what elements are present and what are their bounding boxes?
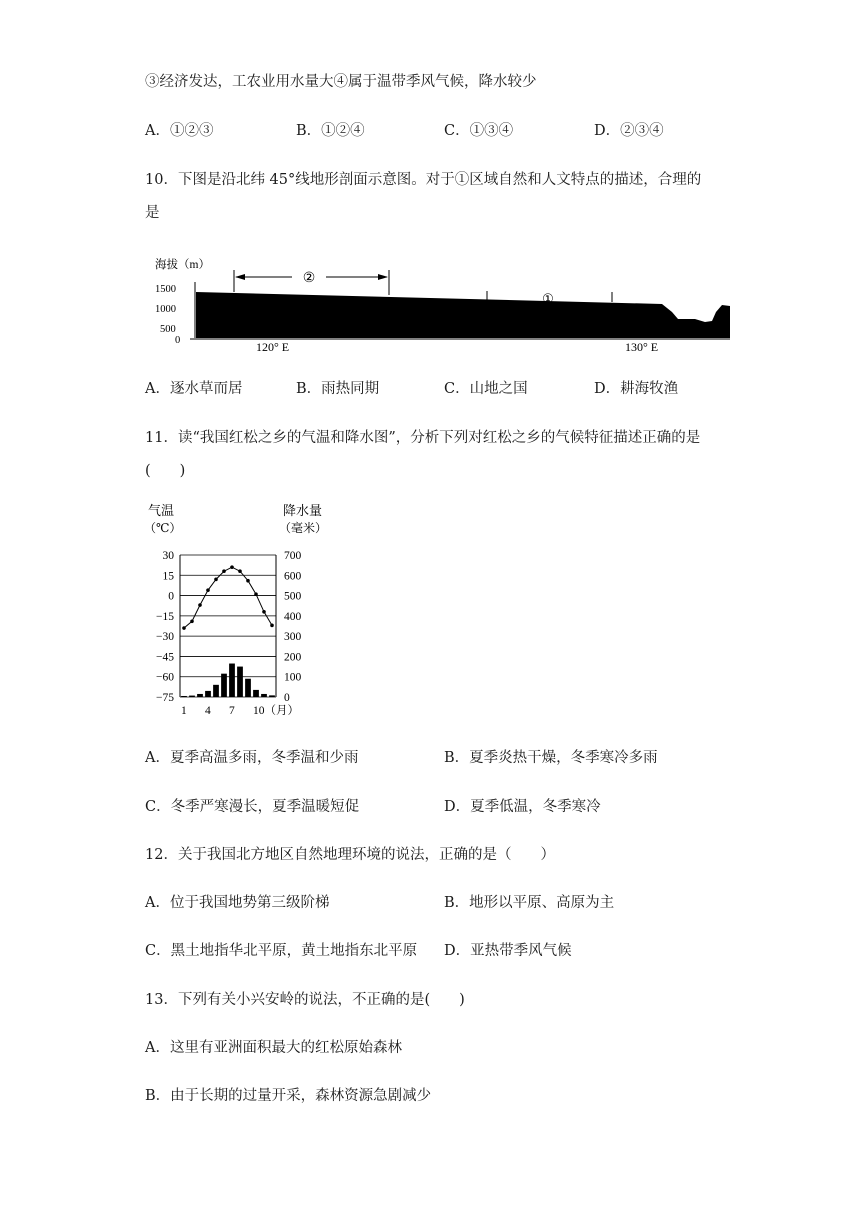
temperature-point — [182, 626, 186, 630]
precip-tick-label: 200 — [284, 651, 302, 664]
q11-option-a: A．夏季高温多雨，冬季温和少雨 — [145, 750, 359, 766]
q13-option-a: A．这里有亚洲面积最大的红松原始森林 — [145, 1040, 402, 1056]
climate-chart — [140, 500, 340, 722]
precip-bar — [237, 667, 243, 697]
temp-tick-label: 0 — [168, 590, 174, 603]
q9-option-a: A．①②③ — [145, 123, 214, 139]
temperature-point — [270, 624, 274, 628]
precip-bar — [197, 694, 203, 697]
q13-stem: 13．下列有关小兴安岭的说法，不正确的是( ) — [145, 992, 465, 1008]
precip-bar — [261, 694, 267, 697]
profile-ytick-500: 500 — [160, 324, 176, 335]
precip-tick-label: 700 — [284, 550, 302, 562]
precip-tick-label: 400 — [284, 610, 302, 623]
temperature-point — [262, 610, 266, 614]
right-axis-title-2: （毫米） — [279, 521, 328, 535]
q9-statement-tail: ③经济发达，工农业用水量大④属于温带季风气候，降水较少 — [145, 74, 537, 90]
temperature-point — [190, 619, 194, 623]
temp-tick-label: 15 — [162, 570, 174, 583]
precip-tick-label: 0 — [284, 692, 290, 704]
precip-bar — [269, 695, 275, 697]
left-axis-title-2: （℃） — [144, 521, 182, 535]
q12-option-d: D．亚热带季风气候 — [444, 943, 572, 959]
temperature-point — [198, 603, 202, 607]
arrowhead-right — [378, 274, 388, 280]
temperature-point — [246, 579, 250, 583]
q10-option-c: C．山地之国 — [444, 381, 528, 397]
temp-tick-label: −15 — [156, 610, 174, 623]
q10-option-b: B．雨热同期 — [296, 381, 380, 397]
profile-ylabel: 海拔（m） — [155, 259, 210, 271]
terrain-profile — [150, 252, 730, 357]
q10-option-d: D．耕海牧渔 — [594, 381, 679, 397]
precip-bar — [229, 664, 235, 697]
region1-label: ① — [542, 291, 554, 306]
temp-tick-label: −75 — [156, 692, 174, 704]
q10-stem-line1: 10．下图是沿北纬 45°线地形剖面示意图。对于①区域自然和人文特点的描述，合理的 — [145, 172, 702, 188]
q9-option-c: C．①③④ — [444, 123, 514, 139]
q10-option-a: A．逐水草而居 — [145, 381, 243, 397]
q11-option-b: B．夏季炎热干燥，冬季寒冷多雨 — [444, 750, 658, 766]
month-tick-label: 7 — [229, 705, 235, 717]
temperature-line — [184, 567, 272, 628]
temp-tick-label: 30 — [162, 550, 174, 562]
temperature-point — [254, 592, 258, 596]
right-axis-title-1: 降水量 — [283, 503, 323, 518]
precip-bar — [181, 696, 187, 697]
profile-ytick-1000: 1000 — [155, 304, 176, 315]
precip-tick-label: 300 — [284, 631, 302, 644]
region2-label: ② — [302, 271, 316, 286]
precip-bar — [213, 685, 219, 697]
precip-bar — [189, 696, 195, 697]
month-tick-label: 4 — [205, 705, 211, 717]
q11-stem-line2: ( ) — [145, 463, 186, 479]
temperature-point — [214, 578, 218, 582]
month-tick-label: 10（月） — [253, 705, 299, 717]
precip-bar — [205, 691, 211, 697]
q12-option-c: C．黑土地指华北平原，黄土地指东北平原 — [145, 943, 418, 959]
q11-option-d: D．夏季低温，冬季寒冷 — [444, 799, 601, 815]
q12-stem: 12．关于我国北方地区自然地理环境的说法，正确的是（ ） — [145, 847, 555, 863]
arrowhead-left — [235, 274, 245, 280]
precip-bar — [253, 690, 259, 697]
q9-option-b: B．①②④ — [296, 123, 365, 139]
q11-stem-line1: 11．读“我国红松之乡的气温和降水图”，分析下列对红松之乡的气候特征描述正确的是 — [145, 430, 701, 446]
q12-option-b: B．地形以平原、高原为主 — [444, 895, 615, 911]
q10-stem-line2: 是 — [145, 205, 160, 221]
temperature-point — [238, 569, 242, 573]
left-axis-title-1: 气温 — [148, 503, 175, 518]
temperature-point — [222, 569, 226, 573]
profile-xtick-120: 120° E — [256, 340, 290, 354]
q12-option-a: A．位于我国地势第三级阶梯 — [145, 895, 330, 911]
precip-tick-label: 100 — [284, 671, 302, 684]
precip-tick-label: 600 — [284, 570, 302, 583]
temperature-point — [206, 588, 210, 592]
temp-tick-label: −30 — [156, 631, 174, 644]
profile-ytick-1500: 1500 — [155, 284, 176, 295]
precip-bar — [221, 674, 227, 697]
terrain-silhouette — [196, 292, 730, 338]
temp-tick-label: −45 — [156, 651, 174, 664]
precip-tick-label: 500 — [284, 590, 302, 603]
q13-option-b: B．由于长期的过量开采，森林资源急剧减少 — [145, 1088, 432, 1104]
q11-option-c: C．冬季严寒漫长，夏季温暖短促 — [145, 799, 360, 815]
precip-bar — [245, 679, 251, 697]
q9-option-d: D．②③④ — [594, 123, 664, 139]
month-tick-label: 1 — [181, 705, 187, 717]
profile-xtick-130: 130° E — [625, 340, 659, 354]
profile-ytick-0: 0 — [175, 335, 181, 346]
temperature-point — [230, 565, 234, 569]
temp-tick-label: −60 — [156, 671, 174, 684]
